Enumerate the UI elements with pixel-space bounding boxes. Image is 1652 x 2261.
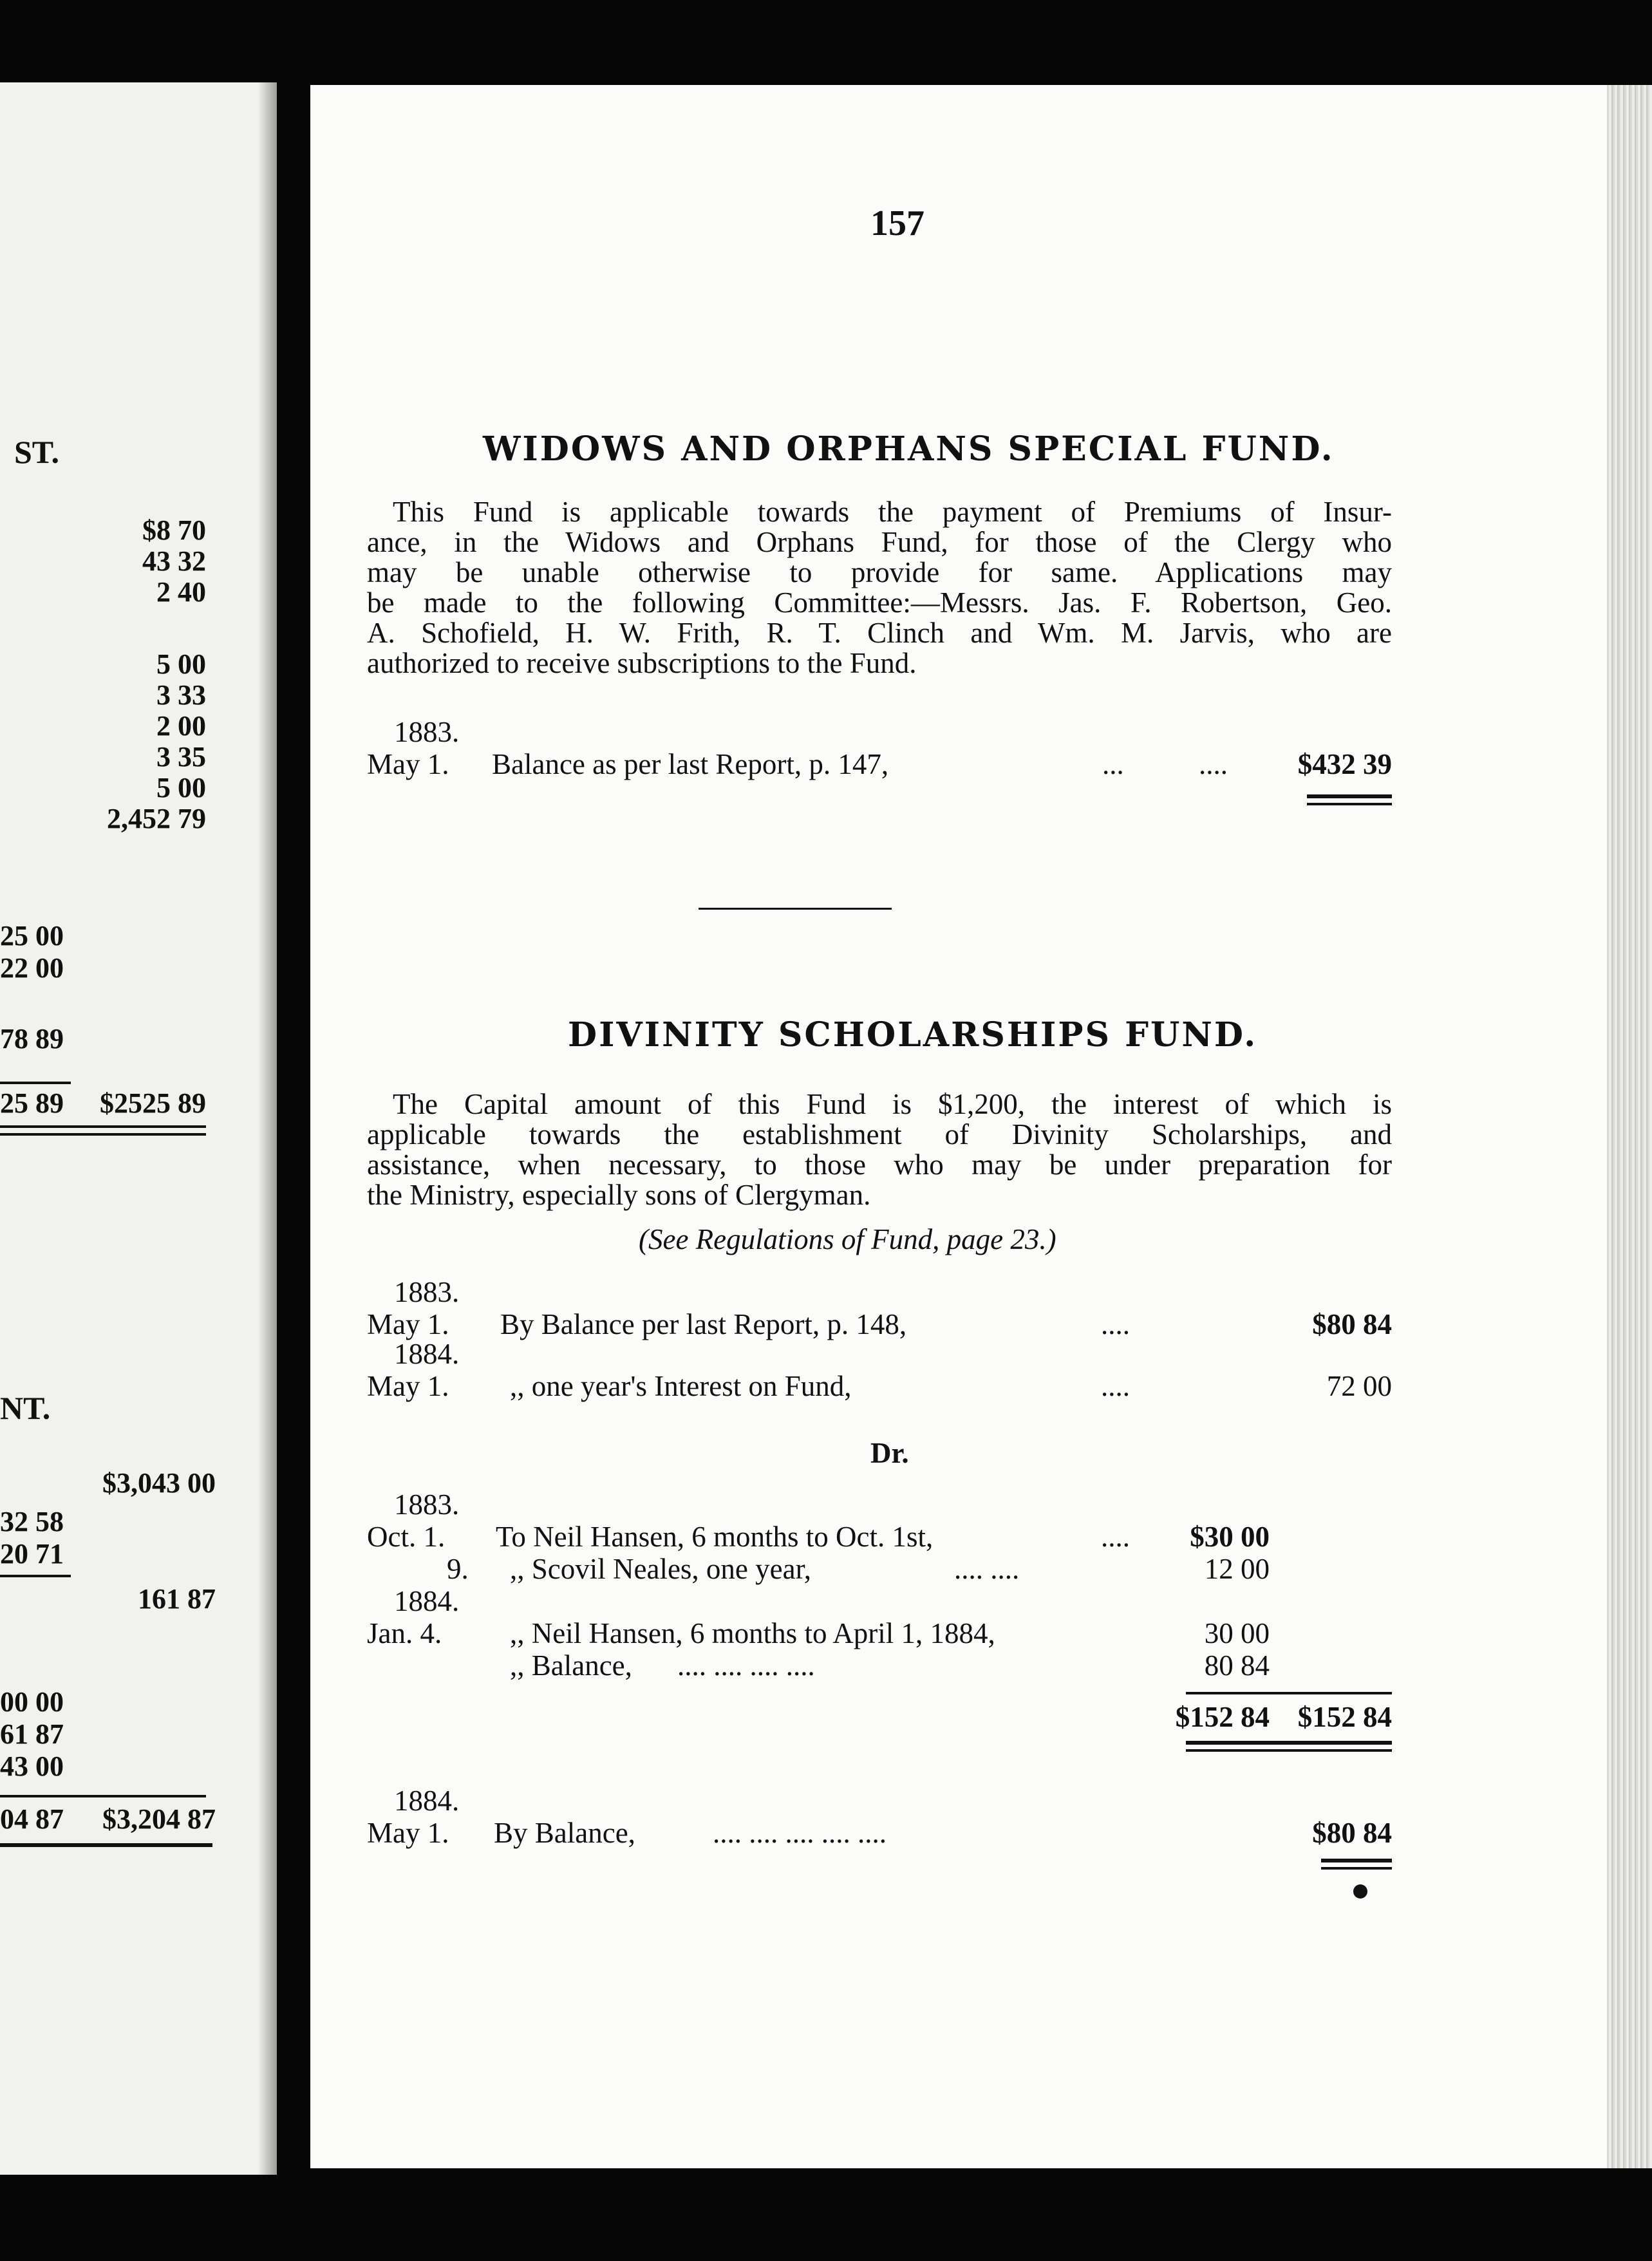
entry-date: Oct. 1. [367,1521,446,1553]
entry-amount: 12 00 [1204,1553,1270,1585]
entry-description: By Balance, [494,1817,635,1849]
section-title-divinity-fund: DIVINITY SCHOLARSHIPS FUND. [568,1015,1258,1055]
entry-date: May 1. [367,1817,449,1849]
paragraph-line: applicable towards the establishment of Divinity Scholarships, and [367,1118,1392,1150]
rule [0,1125,206,1128]
paragraph-line: A. Schofield, H. W. Frith, R. T. Clinch and Wm. M. Jarvis, who are [367,617,1392,649]
fragment-amount: 43 32 [142,545,206,577]
double-rule [1321,1867,1392,1870]
paragraph-line: the Ministry, especially sons of Clergyman. [367,1179,871,1211]
entry-amount: 80 84 [1204,1649,1270,1682]
leader-dots: .... [1101,1308,1130,1340]
entry-amount: $432 39 [1297,748,1392,780]
fragment-amount: 2 00 [156,710,206,742]
fragment-amount: $3,043 00 [102,1467,216,1499]
entry-description: ,, Balance, [510,1649,632,1682]
fragment-total: $2525 89 [100,1087,206,1119]
rule [0,1795,206,1797]
leader-dots: ... [1102,748,1124,780]
entry-date: Jan. 4. [367,1617,442,1649]
entry-description: ,, Neil Hansen, 6 months to April 1, 1884, [510,1617,995,1649]
double-rule [1186,1749,1392,1752]
entry-year: 1884. [394,1338,460,1370]
fragment-total: $3,204 87 [102,1803,216,1835]
section-divider [699,908,892,910]
entry-year: 1883. [394,716,460,748]
double-rule [1186,1741,1392,1745]
entry-amount: $80 84 [1312,1817,1392,1849]
rule [0,1843,212,1847]
rule [0,1133,206,1136]
paragraph-line: may be unable otherwise to provide for same. Applications may [367,556,1392,588]
debit-total: $152 84 [1175,1701,1270,1733]
fragment-amount: 2 40 [156,576,206,608]
leader-dots: .... [1101,1521,1130,1553]
entry-date: May 1. [367,748,449,780]
ink-mark [1353,1884,1367,1899]
fragment-amount: 00 00 [0,1686,64,1718]
entry-amount: 72 00 [1326,1370,1392,1402]
main-page [310,85,1652,2168]
regulations-note: (See Regulations of Fund, page 23.) [639,1223,1056,1255]
fragment-amount: 2,452 79 [107,803,206,834]
paragraph-line: The Capital amount of this Fund is $1,200, the interest of which is [393,1088,1392,1120]
paragraph-line: This Fund is applicable towards the payment of Premiums of Insur- [393,496,1392,528]
fragment-amount: 20 71 [0,1538,64,1570]
page-edge [1607,85,1652,2168]
leader-dots: .... .... [954,1553,1020,1585]
rule [0,1082,71,1084]
entry-date: 9. [447,1553,469,1585]
entry-amount: $80 84 [1312,1308,1392,1340]
entry-date: May 1. [367,1370,449,1402]
fragment-amount: 78 89 [0,1023,64,1055]
fragment-amount: $8 70 [142,514,206,546]
leader-dots: .... .... .... .... .... [713,1817,887,1849]
leader-dots: .... [1199,748,1228,780]
entry-amount: 30 00 [1204,1617,1270,1649]
fragment-amount: 25 00 [0,920,64,952]
entry-date: May 1. [367,1308,449,1340]
fragment-amount: 61 87 [0,1718,64,1750]
entry-description: ,, one year's Interest on Fund, [510,1370,852,1402]
double-rule [1321,1859,1392,1862]
dr-label: Dr. [870,1437,909,1469]
fragment-amount: 161 87 [138,1583,216,1615]
paragraph-line: authorized to receive subscriptions to the Fund. [367,647,917,679]
entry-description: Balance as per last Report, p. 147, [492,748,889,780]
paragraph-line: assistance, when necessary, to those who may be under preparation for [367,1149,1392,1181]
entry-description: To Neil Hansen, 6 months to Oct. 1st, [496,1521,934,1553]
fragment-amount: 3 33 [156,679,206,711]
entry-description: By Balance per last Report, p. 148, [500,1308,907,1340]
entry-year: 1884. [394,1785,460,1817]
facing-page-fragment [0,82,277,2175]
leader-dots: .... [1101,1370,1130,1402]
fragment-amount: 5 00 [156,772,206,803]
paragraph-line: be made to the following Committee:—Messrs. Jas. F. Robertson, Geo. [367,586,1392,619]
fragment-heading: ST. [14,434,59,470]
fragment-heading: NT. [0,1390,51,1426]
fragment-amount: 32 58 [0,1506,64,1537]
entry-year: 1883. [394,1276,460,1308]
fragment-amount: 25 89 [0,1087,64,1119]
fragment-amount: 04 87 [0,1803,64,1835]
entry-year: 1883. [394,1488,460,1521]
credit-total: $152 84 [1297,1701,1392,1733]
double-rule [1307,794,1392,798]
entry-year: 1884. [394,1585,460,1617]
section-title-widows-fund: WIDOWS AND ORPHANS SPECIAL FUND. [483,429,1335,469]
fragment-amount: 22 00 [0,952,64,984]
page-number: 157 [870,203,925,243]
entry-amount: $30 00 [1190,1521,1270,1553]
entry-description: ,, Scovil Neales, one year, [510,1553,812,1585]
double-rule [1307,803,1392,805]
fragment-amount: 43 00 [0,1750,64,1782]
fragment-amount: 5 00 [156,648,206,680]
rule [0,1575,71,1577]
fragment-amount: 3 35 [156,741,206,773]
gutter-shadow [258,82,277,2175]
paragraph-line: ance, in the Widows and Orphans Fund, for those of the Clergy who [367,526,1392,558]
leader-dots: .... .... .... .... [677,1649,815,1682]
total-rule [1186,1692,1392,1694]
